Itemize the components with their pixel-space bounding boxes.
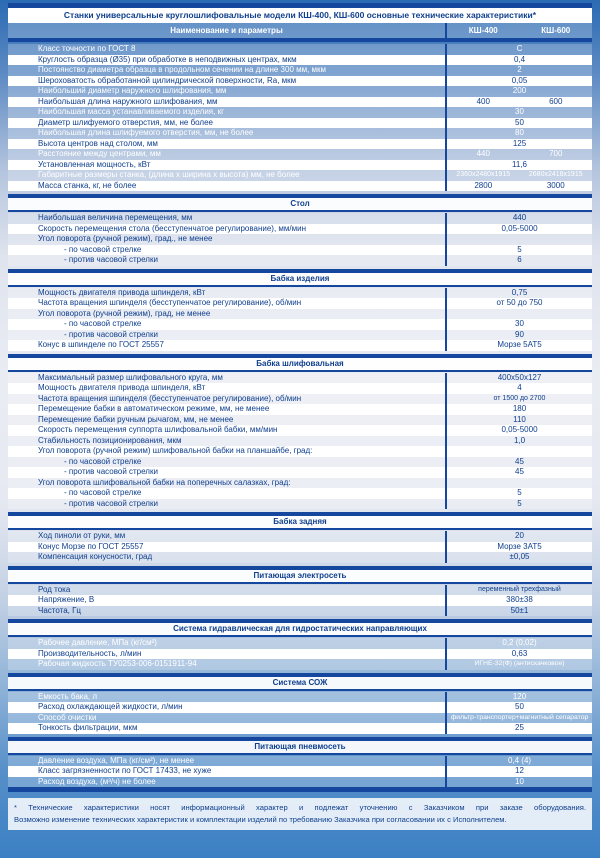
table-row [8, 702, 592, 713]
value-span [447, 234, 592, 245]
value-span: 440 [512, 213, 527, 222]
param-name-cell: Ход пиноли от руки, мм [38, 531, 126, 540]
value-span: ±0,05 [509, 552, 530, 561]
footnote-line-2: Возможно изменение технических характеристик и комплектации изделий по требованию Заказчика при согласовании их с Исполнителем. [14, 814, 507, 824]
section-title: Бабка шлифовальная [8, 358, 592, 370]
value-span: Морзе 5АТ5 [497, 340, 542, 349]
table-row [8, 457, 592, 468]
param-values-cell [445, 499, 592, 510]
param-name-cell: Мощность двигателя привода шпинделя, кВт [38, 287, 206, 297]
section-title: Бабка изделия [8, 273, 592, 285]
param-name-cell: Компенсация конусности, град [38, 552, 153, 561]
param-values-cell [445, 288, 592, 299]
table-row [8, 404, 592, 415]
param-values-cell [445, 394, 592, 405]
param-values-cell [445, 245, 592, 256]
param-values-cell [445, 55, 592, 66]
table-row [8, 55, 592, 66]
section-bottom-line [8, 528, 592, 530]
value-ksh400: 2360х2480х1915 [456, 171, 511, 178]
param-name-cell: - по часовой стрелке [64, 488, 142, 497]
value-span: 0,75 [511, 287, 528, 297]
param-name-cell: Частота вращения шпинделя (бесступенчатое регулирование), об/мин [38, 298, 302, 307]
param-name-cell: Высота центров над столом, мм [38, 138, 158, 148]
table-row [8, 713, 592, 724]
param-name-cell: Конус в шпинделе по ГОСТ 25557 [38, 340, 164, 349]
table-row [8, 415, 592, 426]
page-title: Станки универсальные круглошлифовальные модели КШ-400, КШ-600 основные технические характеристики* [8, 8, 592, 23]
section-title: Система гидравлическая для гидростатических направляющих [8, 623, 592, 635]
table-row [8, 118, 592, 129]
value-span: 5 [517, 498, 522, 508]
table-row [8, 531, 592, 542]
param-values-cell [445, 160, 592, 171]
section-bottom-line [8, 582, 592, 584]
table-row [8, 542, 592, 553]
param-values-cell [445, 298, 592, 309]
table-row [8, 436, 592, 447]
param-name-cell: Скорость перемещения суппорта шлифовальной бабки, мм/мин [38, 425, 278, 434]
param-values-cell [445, 552, 592, 563]
value-span: 380±38 [506, 595, 533, 604]
param-name-cell: - по часовой стрелке [64, 456, 142, 466]
param-name-cell: Угол поворота (ручной режим) шлифовальной бабки на планшайбе, град: [38, 446, 313, 455]
param-name-cell: Мощность двигателя привода шпинделя, кВт [38, 383, 206, 392]
param-values-cell [445, 595, 592, 606]
table-row [8, 756, 592, 767]
param-values-cell [445, 777, 592, 788]
value-ksh600: 600 [549, 96, 563, 106]
param-name-cell: Угол поворота (ручной режим), град, не менее [38, 308, 211, 318]
table-row [8, 44, 592, 55]
section-bottom-line [8, 285, 592, 287]
param-name-cell: Угол поворота (ручной режим), град., не менее [38, 234, 213, 243]
param-name-cell: Наибольший диаметр наружного шлифования, мм [38, 86, 227, 95]
param-name-cell: Наибольшая величина перемещения, мм [38, 213, 193, 222]
table-row [8, 255, 592, 266]
param-values-cell [445, 702, 592, 713]
param-name-cell: Перемещение бабки ручным рычагом, мм, не менее [38, 414, 234, 424]
param-name-cell: - против часовой стрелки [64, 467, 158, 476]
value-ksh600: 700 [549, 149, 563, 158]
value-span: 0,63 [511, 648, 528, 658]
footnote [8, 798, 592, 830]
table-row [8, 319, 592, 330]
value-span: от 1500 до 2700 [493, 394, 546, 402]
param-values-cell [445, 638, 592, 649]
section-title: Питающая электросеть [8, 570, 592, 582]
param-values-cell [445, 330, 592, 341]
table-row [8, 288, 592, 299]
value-span: ИГНЕ-32(Ф) (антискачковое) [474, 660, 565, 667]
value-span: 4 [517, 383, 522, 392]
param-values-cell [445, 309, 592, 320]
param-name-cell: - против часовой стрелки [64, 255, 158, 264]
param-name-cell: Класс точности по ГОСТ 8 [38, 44, 136, 53]
table-row [8, 330, 592, 341]
table-row [8, 488, 592, 499]
param-values-cell [445, 649, 592, 660]
param-name-cell: Установленная мощность, кВт [38, 159, 151, 169]
param-name-cell: Угол поворота шлифовальной бабки на поперечных салазках, град: [38, 477, 291, 487]
param-name-cell: Расход охлаждающей жидкости, л/мин [38, 702, 183, 711]
table-row [8, 425, 592, 436]
value-ksh600: 2680х2418х1915 [528, 171, 583, 178]
value-span: 12 [515, 766, 524, 775]
param-values-cell [445, 446, 592, 457]
section-title: Стол [8, 198, 592, 210]
param-values-cell [445, 478, 592, 489]
param-values-cell [445, 542, 592, 553]
param-name-cell: - против часовой стрелки [64, 329, 158, 339]
param-name-cell: Диаметр шлифуемого отверстия, мм, не более [38, 117, 213, 127]
table-row [8, 213, 592, 224]
table-row [8, 467, 592, 478]
param-values-cell [445, 659, 592, 670]
param-name-cell: Расстояние между центрами, мм [38, 149, 161, 158]
table-row [8, 595, 592, 606]
table-row [8, 107, 592, 118]
value-span: 120 [512, 691, 527, 701]
value-span: 110 [513, 414, 526, 424]
table-row [8, 552, 592, 563]
value-span: 200 [512, 86, 527, 95]
value-span: 50 [515, 702, 524, 711]
param-name-cell: Масса станка, кг, не более [38, 180, 137, 190]
table-row [8, 170, 592, 181]
value-span: 0,4 (4) [507, 755, 532, 765]
param-values-cell [445, 170, 592, 181]
param-values-cell [445, 65, 592, 76]
param-values-cell [445, 766, 592, 777]
table-row [8, 160, 592, 171]
section-bottom-line [8, 689, 592, 691]
value-span: 6 [517, 255, 522, 264]
column-header-row [8, 23, 592, 38]
value-span: 0,05-5000 [501, 425, 538, 434]
value-span: 180 [512, 404, 527, 413]
param-values-cell [445, 97, 592, 108]
param-values-cell [445, 107, 592, 118]
column-header-ksh400: КШ-400 [468, 26, 498, 35]
param-values-cell [445, 128, 592, 139]
table-row [8, 606, 592, 617]
param-values-cell [445, 488, 592, 499]
table-row [8, 692, 592, 703]
param-values-cell [445, 340, 592, 351]
param-values-cell [445, 76, 592, 87]
param-name-cell: Наибольшая длина наружного шлифования, мм [38, 96, 218, 106]
value-ksh400: 2800 [474, 180, 493, 190]
table-row [8, 65, 592, 76]
param-values-cell [445, 425, 592, 436]
table-row [8, 245, 592, 256]
param-name-cell: Производительность, л/мин [38, 648, 142, 658]
value-span: 30 [515, 107, 524, 116]
param-values-cell [445, 457, 592, 468]
value-span: 11,6 [512, 159, 527, 169]
param-name-cell: Класс загрязненности по ГОСТ 17433, не хуже [38, 766, 212, 775]
value-span: фильтр-транспортер+магнитный сепаратор [450, 713, 589, 721]
value-span: 2 [517, 65, 522, 74]
param-name-cell: Круглость образца (Ø35) при обработке в неподвижных центрах, мкм [38, 54, 297, 64]
value-span: переменный трехфазный [478, 585, 561, 593]
section-bottom-line [8, 370, 592, 372]
param-values-cell [445, 415, 592, 426]
column-header-ksh600: КШ-600 [541, 26, 571, 35]
table-row [8, 234, 592, 245]
param-values-cell [445, 756, 592, 767]
value-span: 0,2 (0,02) [502, 638, 537, 647]
param-values-cell [445, 234, 592, 245]
section-bottom-line [8, 210, 592, 212]
table-row [8, 224, 592, 235]
param-name-cell: Наибольшая длина шлифуемого отверстия, мм, не более [38, 128, 254, 137]
param-values-cell [445, 713, 592, 724]
param-values-cell [445, 86, 592, 97]
param-values-cell [445, 606, 592, 617]
param-values-cell [445, 373, 592, 384]
value-span: 0,4 [513, 54, 526, 64]
value-span: 1,0 [513, 435, 526, 445]
table-row [8, 383, 592, 394]
footnote-line-1: * Технические характеристики носят информационный характер и подлежат уточнению с Заказчиком при заказе оборудования. [14, 803, 586, 812]
param-name-cell: Наибольшая масса устанавливаемого изделия, кг [38, 107, 224, 116]
header-divider-bar [8, 38, 592, 42]
param-name-cell: Напряжение, В [38, 595, 95, 604]
param-name-cell: Тонкость фильтрации, мкм [38, 723, 138, 732]
section-title: Бабка задняя [8, 516, 592, 528]
table-row [8, 340, 592, 351]
table-row [8, 309, 592, 320]
table-row [8, 394, 592, 405]
param-values-cell [445, 467, 592, 478]
table-row [8, 585, 592, 596]
param-values-cell [445, 213, 592, 224]
param-name-cell: Расход воздуха, (м³/ч) не более [38, 776, 156, 786]
param-name-cell: Перемещение бабки в автоматическом режиме, мм, не менее [38, 404, 270, 413]
table-row [8, 373, 592, 384]
section-title: Система СОЖ [8, 677, 592, 689]
table-row [8, 76, 592, 87]
value-span: 45 [515, 467, 524, 476]
value-span: С [516, 44, 523, 53]
value-span: 45 [515, 456, 524, 466]
value-ksh600: 3000 [546, 180, 565, 190]
param-name-cell: Рабочая жидкость ТУ0253-006-0151911-94 [38, 659, 197, 668]
param-values-cell [445, 224, 592, 235]
value-span: 90 [515, 329, 524, 339]
param-name-cell: Емкость бака, л [38, 691, 98, 701]
param-values-cell [445, 181, 592, 192]
value-span: 400х50х127 [497, 372, 542, 382]
param-values-cell [445, 44, 592, 55]
value-span: 0,05 [511, 75, 528, 85]
value-span [447, 446, 592, 457]
table-row [8, 499, 592, 510]
param-values-cell [445, 723, 592, 734]
table-row [8, 638, 592, 649]
param-values-cell [445, 149, 592, 160]
table-body [8, 44, 592, 787]
param-name-cell: - по часовой стрелке [64, 244, 142, 254]
value-span: 80 [515, 128, 524, 137]
param-name-cell: Давление воздуха, МПа (кг/см²), не менее [38, 755, 195, 765]
value-span: 50±1 [510, 605, 529, 615]
value-span: от 50 до 750 [496, 298, 543, 307]
table-row [8, 86, 592, 97]
param-name-cell: Стабильность позиционирования, мкм [38, 435, 182, 445]
param-name-cell: Способ очистки [38, 712, 97, 722]
column-header-name: Наименование и параметры [170, 26, 283, 35]
table-row [8, 298, 592, 309]
value-span: 30 [515, 319, 524, 328]
table-row [8, 659, 592, 670]
param-name-cell: Габаритные размеры станка, (длина х ширина х высота) мм, не более [38, 170, 300, 179]
param-values-cell [445, 255, 592, 266]
param-name-cell: Частота, Гц [38, 605, 82, 615]
value-span: 20 [515, 531, 524, 540]
param-values-cell [445, 436, 592, 447]
value-ksh400: 440 [476, 149, 490, 158]
table-row [8, 181, 592, 192]
value-span: Морзе 3АТ5 [497, 541, 542, 551]
param-values-cell [445, 692, 592, 703]
value-span: 5 [517, 244, 522, 254]
param-values-cell [445, 383, 592, 394]
value-span [447, 309, 592, 320]
value-ksh400: 400 [476, 96, 490, 106]
value-span: 5 [517, 488, 522, 497]
section-title: Питающая пневмосеть [8, 741, 592, 753]
param-values-cell [445, 404, 592, 415]
table-row [8, 777, 592, 788]
bottom-border-bar [8, 787, 592, 792]
table-row [8, 649, 592, 660]
param-values-cell [445, 118, 592, 129]
param-name-cell: Шероховатость обработанной цилиндрической поверхности, Ra, мкм [38, 75, 297, 85]
param-name-cell: - по часовой стрелке [64, 319, 142, 328]
table-row [8, 128, 592, 139]
value-span: 50 [515, 117, 524, 127]
table-row [8, 478, 592, 489]
param-name-cell: Частота вращения шпинделя (бесступенчатое регулирование), об/мин [38, 393, 302, 403]
param-name-cell: Рабочее давление, МПа (кг/см²) [38, 638, 157, 647]
table-row [8, 723, 592, 734]
value-span: 10 [515, 776, 524, 786]
param-name-cell: Род тока [38, 584, 71, 594]
section-bottom-line [8, 635, 592, 637]
value-span: 0,05-5000 [501, 223, 538, 233]
table-row [8, 149, 592, 160]
table-row [8, 766, 592, 777]
param-name-cell: - против часовой стрелки [64, 498, 158, 508]
column-header-values [445, 23, 592, 38]
param-values-cell [445, 139, 592, 150]
table-row [8, 446, 592, 457]
param-name-cell: Конус Морзе по ГОСТ 25557 [38, 541, 144, 551]
table-row [8, 139, 592, 150]
param-values-cell [445, 531, 592, 542]
section-bottom-line [8, 753, 592, 755]
value-span [447, 478, 592, 489]
param-name-cell: Максимальный размер шлифовального круга, мм [38, 372, 223, 382]
param-values-cell [445, 319, 592, 330]
param-name-cell: Скорость перемещения стола (бесступенчатое регулирование), мм/мин [38, 223, 307, 233]
table-row [8, 97, 592, 108]
param-values-cell [445, 585, 592, 596]
value-span: 25 [515, 723, 524, 732]
value-span: 125 [512, 138, 527, 148]
param-name-cell: Постоянство диаметра образца в продольном сечении на длине 300 мм, мкм [38, 65, 327, 74]
